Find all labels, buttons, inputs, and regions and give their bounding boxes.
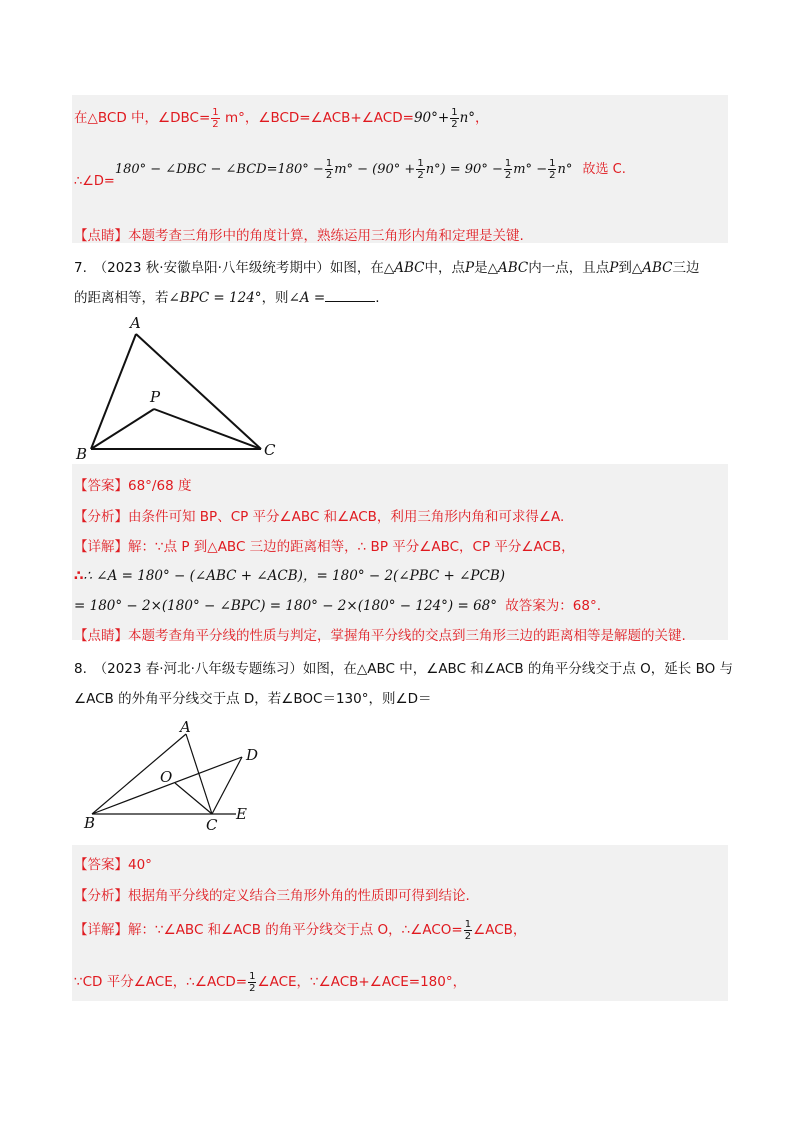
fraction: $\frac{1}{2}$ [451, 106, 458, 130]
q7-edge-bp [91, 409, 154, 449]
q7-detail-1: 【详解】解：∵点 P 到△ABC 三边的距离相等，∴ BP 平分∠ABC，CP 平分∠ACB， [74, 539, 575, 555]
q7-edge-cp [154, 409, 261, 449]
fraction: $\frac{1}{2}$ [549, 158, 556, 181]
fraction: $\frac{1}{2}$ [325, 158, 333, 181]
q8-label-a: A [180, 718, 191, 736]
prev-comment: 【点睛】本题考查三角形中的角度计算，熟练运用三角形内角和定理是关键. [74, 228, 524, 244]
q8-detail-2: ∵CD 平分∠ACE，∴∠ACD= $\frac{1}{2}$ ∠ACE，∵∠ACB+∠ACE=180°， [74, 970, 467, 994]
fraction: $\frac{1}{2}$ [249, 970, 256, 994]
q7-edge-ab [91, 334, 136, 449]
q8-analysis: 【分析】根据角平分线的定义结合三角形外角的性质即可得到结论. [74, 888, 470, 904]
q8-label-o: O [160, 768, 173, 786]
q7-analysis: 【分析】由条件可知 BP、CP 平分∠ABC 和∠ACB，利用三角形内角和可求得∠A. [74, 509, 565, 525]
q8-text-line-2: ∠ACB 的外角平分线交于点 D，若∠BOC＝130°，则∠D＝ [74, 691, 432, 707]
q7-detail-2: ∴∴ ∠A = 180° − (∠ABC + ∠ACB)，= 180° − 2(∠PBC + ∠PCB) [74, 568, 506, 584]
q8-label-e: E [236, 805, 247, 823]
q7-answer: 【答案】68°/68 度 [74, 478, 192, 494]
q7-label-p: P [150, 388, 161, 406]
q8-edge-ac [186, 734, 212, 814]
prev-line-2: ∴∠D=180° − ∠DBC − ∠BCD=180° − $\frac{1}{2}$ m° − (90° + $\frac{1}{2}$ n°) = 90° − $\frac{1}{2}$ m° − $\frac{1}{2}$ n° 故选 C. [74, 158, 626, 189]
q7-label-c: C [264, 441, 276, 459]
q7-label-a: A [130, 314, 141, 332]
q8-text-line-1: 8. （2023 春·河北·八年级专题练习）如图，在△ABC 中，∠ABC 和∠ACB 的角平分线交于点 O，延长 BO 与 [74, 661, 734, 677]
fraction: $\frac{1}{2}$ [417, 158, 424, 181]
q8-label-b: B [84, 814, 96, 832]
q7-comment: 【点睛】本题考查角平分线的性质与判定，掌握角平分线的交点到三角形三边的距离相等是解题的关键. [74, 628, 686, 644]
q7-text-line-1: 7. （2023 秋·安徽阜阳·八年级统考期中）如图，在△ABC中，点P是△ABC内一点，且点P到△ABC三边 [74, 260, 700, 276]
q8-label-c: C [206, 816, 218, 834]
q8-label-d: D [246, 746, 259, 764]
fraction: $\frac{1}{2}$ [212, 106, 219, 130]
q7-triangle-figure [74, 312, 274, 462]
q8-detail-1: 【详解】解：∵∠ABC 和∠ACB 的角平分线交于点 O，∴∠ACO= $\frac{1}{2}$ ∠ACB， [74, 918, 527, 942]
fraction: $\frac{1}{2}$ [464, 918, 472, 942]
q7-detail-3: = 180° − 2×(180° − ∠BPC) = 180° − 2×(180° − 124°) = 68° 故答案为：68°. [74, 598, 602, 614]
answer-blank [325, 289, 375, 302]
q7-text-line-2: 的距离相等，若∠BPC = 124°，则∠A = . [74, 290, 380, 306]
q8-triangle-figure [78, 718, 298, 834]
fraction: $\frac{1}{2}$ [504, 158, 512, 181]
prev-line-1: 在△BCD 中，∠DBC= $\frac{1}{2}$ m°，∠BCD=∠ACB+∠ACD=90°+ $\frac{1}{2}$ n°， [74, 106, 489, 130]
q8-answer: 【答案】40° [74, 857, 152, 873]
q7-label-b: B [76, 445, 88, 463]
